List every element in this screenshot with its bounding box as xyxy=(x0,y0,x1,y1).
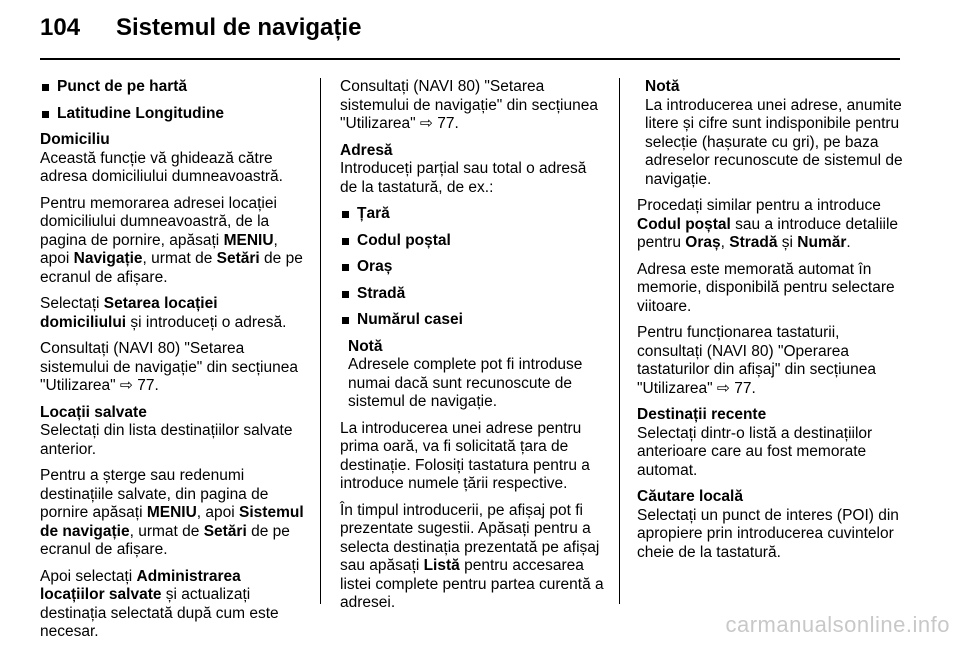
column-2 xyxy=(340,78,604,621)
bullet-square-icon xyxy=(42,84,49,91)
destinatii-recente-text: Selectați dintr-o listă a destinațiilor anterioare care au fost memorate automat. xyxy=(637,424,873,479)
paragraph-administrare: Apoi selectați Administrarea locațiilor salvate și actualizați destinația selectată după cum este necesar. xyxy=(40,567,279,640)
note-block xyxy=(645,78,905,189)
paragraph-sugestii: În timpul introducerii, pe afișaj pot fi prezentate sugestii. Apăsați pentru a selecta destinația prezentată pe afișaj sau apăsați Listă pentru accesarea listei complete pentru partea curentă a adresei. xyxy=(340,501,604,611)
bullet-square-icon xyxy=(42,111,49,118)
paragraph-prima-oara: La introducerea unei adrese pentru prima oară, va fi solicitată țara de destinație. Folosiți tastatura pentru a introduce numele țării respective. xyxy=(340,419,590,492)
column-divider-1 xyxy=(320,78,321,604)
bullet-item: Stradă xyxy=(340,285,604,304)
section-heading-cautare-locala: Căutare locală xyxy=(637,488,743,505)
column-3 xyxy=(637,78,905,570)
bullet-item: Punct de pe hartă xyxy=(40,78,304,97)
bullet-square-icon xyxy=(342,238,349,245)
note-text: La introducerea unei adrese, anumite litere și cifre sunt indisponibile pentru selecție (hașurate cu gri), pe baza adreselor recunoscute de sistemul de navigație. xyxy=(645,96,903,188)
paragraph-consultati: Consultați (NAVI 80) "Setarea sistemului de navigație" din secțiunea "Utilizarea" ⇨ 77. xyxy=(40,340,298,394)
page-number: 104 xyxy=(40,14,81,41)
paragraph-tastatura: Pentru funcționarea tastaturii, consultați (NAVI 80) "Operarea tastaturilor din afișaj" din secțiunea "Utilizarea" ⇨ 77. xyxy=(637,324,876,397)
bullet-item: Codul poștal xyxy=(340,232,604,251)
paragraph-procedati: Procedați similar pentru a introduce Codul poștal sau a introduce detaliile pentru Oraș, Stradă și Număr. xyxy=(637,197,899,251)
cautare-locala-text: Selectați un punct de interes (POI) din apropiere prin introducerea cuvintelor cheie de la tastatură. xyxy=(637,506,899,561)
header-rule xyxy=(40,58,900,60)
section-heading-destinatii-recente: Destinații recente xyxy=(637,406,767,423)
note-block xyxy=(348,338,604,412)
page-title: Sistemul de navigație xyxy=(116,14,362,41)
note-title: Notă xyxy=(348,337,383,355)
section-heading-domiciliu: Domiciliu xyxy=(40,131,110,148)
page-header xyxy=(40,14,900,50)
bullet-square-icon xyxy=(342,211,349,218)
column-1 xyxy=(40,78,304,650)
note-text: Adresele complete pot fi introduse numai dacă sunt recunoscute de sistemul de navigație. xyxy=(348,356,583,410)
paragraph-consultati: Consultați (NAVI 80) "Setarea sistemului de navigație" din secțiunea "Utilizarea" ⇨ 77. xyxy=(340,78,598,132)
bullet-square-icon xyxy=(342,291,349,298)
locatii-salvate-text: Selectați din lista destinațiilor salvate anterior. xyxy=(40,422,293,458)
watermark-text: carmanualsonline.info xyxy=(725,612,950,637)
bullet-item: Țară xyxy=(340,205,604,224)
bullet-item: Latitudine Longitudine xyxy=(40,105,304,124)
paragraph-memorare: Pentru memorarea adresei locației domiciliului dumneavoastră, de la pagina de pornire, apăsați MENIU, apoi Navigație, urmat de Setări de pe ecranul de afișare. xyxy=(40,194,303,286)
bullet-item: Numărul casei xyxy=(340,311,604,330)
bullet-square-icon xyxy=(342,317,349,324)
section-heading-adresa: Adresă xyxy=(340,141,393,159)
domiciliu-text: Această funcție vă ghidează către adresa domiciliului dumneavoastră. xyxy=(40,149,283,185)
bullet-square-icon xyxy=(342,264,349,271)
note-title: Notă xyxy=(645,78,680,95)
bullet-item: Oraș xyxy=(340,258,604,277)
paragraph-selectati: Selectați Setarea locației domiciliului și introduceți o adresă. xyxy=(40,295,287,331)
adresa-text: Introduceți parțial sau total o adresă de la tastatură, de ex.: xyxy=(340,160,587,196)
section-heading-locatii-salvate: Locații salvate xyxy=(40,403,147,421)
paragraph-stergere: Pentru a șterge sau redenumi destinațiile salvate, din pagina de pornire apăsați MENIU, apoi Sistemul de navigație, urmat de Setări de pe ecranul de afișare. xyxy=(40,467,304,558)
paragraph-memorata: Adresa este memorată automat în memorie, disponibilă pentru selectare viitoare. xyxy=(637,260,895,315)
column-divider-2 xyxy=(619,78,620,604)
